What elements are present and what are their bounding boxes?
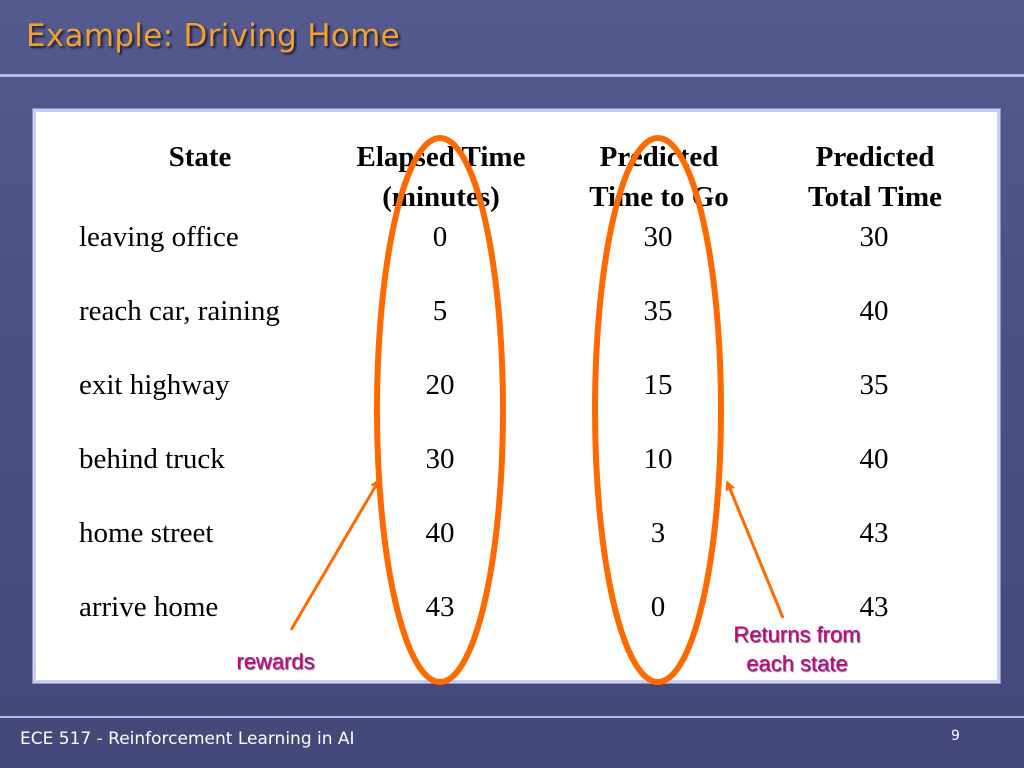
cell-elapsed: 30 — [425, 443, 455, 475]
returns-label-line1: Returns from — [733, 622, 861, 647]
slide-page-number: 9 — [951, 728, 960, 744]
cell-to-go: 15 — [643, 369, 673, 401]
returns-label-line2: each state — [746, 651, 848, 676]
table-panel — [33, 109, 1000, 683]
cell-to-go: 0 — [650, 591, 666, 623]
cell-total: 40 — [859, 295, 889, 327]
slide-title: Example: Driving Home — [26, 18, 401, 54]
cell-state: arrive home — [79, 591, 219, 623]
cell-elapsed: 0 — [432, 221, 448, 253]
header-state: State — [168, 141, 232, 173]
cell-state: behind truck — [79, 443, 225, 475]
cell-elapsed: 20 — [425, 369, 455, 401]
title-divider — [0, 74, 1024, 77]
rewards-label: rewards — [236, 649, 315, 674]
cell-total: 30 — [859, 221, 889, 253]
driving-home-table — [36, 112, 997, 680]
cell-total: 43 — [859, 591, 889, 623]
cell-elapsed: 40 — [425, 517, 455, 549]
header-to-go-line1: Predicted — [599, 141, 719, 173]
header-elapsed-line1: Elapsed Time — [356, 141, 526, 173]
cell-to-go: 3 — [650, 517, 666, 549]
header-total-line2: Total Time — [807, 181, 943, 213]
cell-state: home street — [79, 517, 214, 549]
cell-total: 40 — [859, 443, 889, 475]
cell-to-go: 35 — [643, 295, 673, 327]
footer-divider — [0, 716, 1024, 718]
footer-course-title: ECE 517 - Reinforcement Learning in AI — [20, 729, 355, 749]
cell-to-go: 10 — [643, 443, 673, 475]
cell-to-go: 30 — [643, 221, 673, 253]
cell-state: exit highway — [79, 369, 230, 401]
header-to-go-line2: Time to Go — [589, 181, 729, 213]
header-elapsed-line2: (minutes) — [382, 181, 500, 213]
cell-state: leaving office — [79, 221, 239, 253]
cell-elapsed: 5 — [432, 295, 448, 327]
cell-total: 35 — [859, 369, 889, 401]
cell-elapsed: 43 — [425, 591, 455, 623]
cell-total: 43 — [859, 517, 889, 549]
header-total-line1: Predicted — [815, 141, 935, 173]
cell-state: reach car, raining — [79, 295, 280, 327]
